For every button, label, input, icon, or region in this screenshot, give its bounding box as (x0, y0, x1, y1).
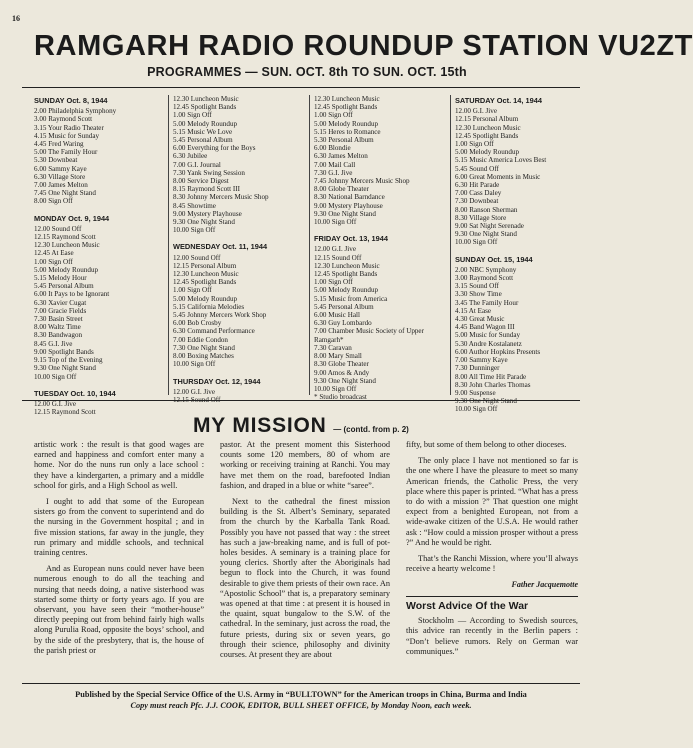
mission-paragraph: pastor. At the present moment this Sisterhood counts some 120 members, 80 of whom are working or receiving training at Ranchi. You may have met them on the road, barefooted Indian fashion, and draped in a blue or white “saree”. (220, 440, 390, 490)
programme-item: 8.30 Globe Theater (314, 360, 369, 369)
programme-item: 12.45 Spotlight Bands (314, 270, 378, 279)
programme-item: 7.30 Caravan (314, 343, 352, 352)
schedule-column-3 (314, 95, 446, 401)
programme-item: 4.45 Band Wagon III (455, 323, 515, 332)
programme-item: 1.00 Sign Off (173, 111, 212, 120)
programme-item: 5.45 Personal Album (34, 282, 94, 291)
programme-item: 12.45 Spotlight Bands (314, 103, 378, 112)
programme-item: 8.00 Boxing Matches (173, 352, 234, 361)
programme-item: 5.30 Downbeat (34, 156, 78, 165)
programme-item: 6.30 Xavier Cugat (34, 298, 87, 307)
mission-paragraph: Next to the cathedral the finest mission building is the St. Albert’s Seminary, separated from the church by the Karballa Tank Road. Possibly you have not passed that way : the street has such a jaw-breaking name, and is full of pot-holes besides. A seminary is a training place for young clerics. Shortly after the Aboriginals had begun to flock into the Church, it was found desirable to give them priests of their own race. An “Apostolic School” that is, a preparatory seminary was opened at that time : at present it is housed in the quaint, squat bungalow to the S.W. of the cathedral. In the seminary, just across the road, the future priests, during six or seven years, go through their science, philosophy and divinity courses. At present they are about (220, 497, 390, 660)
mission-paragraph: The only place I have not mentioned so far is the one where I have the pleasure to meet so many American friends, the Catholic Press, the very place where this paper is printed. “What has a press to do with a mission ?” That question one might expect from a benighted European, not from a wide-awake citizen of the U.S.A. He would rather ask : “How could a mission prosper without a press ?” And he would be right. (406, 456, 578, 547)
footer-rule (22, 683, 580, 684)
programme-item: 12.30 Luncheon Music (314, 261, 380, 270)
programme-item: 5.00 Melody Roundup (314, 119, 379, 128)
programme-item: 5.45 Johnny Mercers Work Shop (173, 311, 267, 320)
programme-item: 12.15 Personal Album (455, 115, 519, 124)
programme-item: 1.00 Sign Off (314, 278, 353, 287)
programme-item: 8.30 Johnny Mercers Music Shop (173, 193, 269, 202)
programme-item: 5.00 Melody Roundup (173, 119, 238, 128)
programme-item: 5.30 Personal Album (314, 136, 374, 145)
programme-item: 6.30 Command Performance (173, 327, 255, 336)
day-gap (34, 206, 162, 213)
programme-item: 6.30 Jubilee (173, 152, 208, 161)
day-heading: TUESDAY Oct. 10, 1944 (34, 388, 116, 398)
programme-item: 7.30 Downbeat (455, 197, 499, 206)
programme-item: 5.00 Music for Sunday (455, 331, 521, 340)
programme-item: 8.00 Sign Off (34, 197, 73, 206)
footer-publisher-line: Published by the Special Service Office of the U.S. Army in “BULLTOWN” for the American troops in China, Burma and India (75, 690, 527, 699)
programme-item: 6.00 Great Moments in Music (455, 172, 541, 181)
programme-item: 5.15 Music from America (314, 294, 388, 303)
programme-item: 1.00 Sign Off (34, 257, 73, 266)
programme-item: 6.30 James Melton (314, 152, 368, 161)
mission-continued-note: — (contd. from p. 2) (333, 425, 409, 434)
programme-item: 4.15 At Ease (455, 306, 492, 315)
programme-item: 8.00 Ranson Sherman (455, 205, 518, 214)
day-gap (455, 247, 579, 254)
schedule-column-1 (34, 95, 162, 416)
programme-item: 12.00 G.I. Jive (314, 245, 356, 254)
programme-item: 3.45 The Family Hour (455, 298, 519, 307)
programme-item: 9.30 One Night Stand (314, 376, 376, 385)
programme-item: 10.00 Sign Off (455, 405, 498, 414)
programme-item: 5.45 Personal Album (173, 136, 233, 145)
programme-item: 12.00 G.I. Jive (455, 107, 497, 116)
programme-item: 9.30 One Night Stand (34, 364, 96, 373)
programme-item: 9.30 One Night Stand (455, 230, 517, 239)
programme-item: 9.00 Mystery Playhouse (314, 201, 383, 210)
programme-item: 9.00 Sat Night Serenade (455, 222, 524, 231)
programme-item: 12.15 Personal Album (173, 261, 237, 270)
programme-item: 4.30 Great Music (455, 315, 505, 324)
programme-item: 6.00 Everything for the Boys (173, 144, 256, 153)
programme-item: 5.00 Melody Roundup (455, 148, 520, 157)
programme-item: 1.00 Sign Off (314, 111, 353, 120)
day-heading: MONDAY Oct. 9, 1944 (34, 213, 110, 223)
programme-item: 7.30 Basin Street (34, 315, 83, 324)
mission-column-3 (406, 440, 578, 663)
programme-item: 9.00 Amos & Andy (314, 368, 370, 377)
mission-paragraph: I ought to add that some of the European sisters go from the convent to superintend and do the nursing in the Government hospital ; and in five mission stations, far away in the jungle, they run primary and middle schools, and technical training centres. (34, 497, 204, 558)
programme-item: 1.00 Sign Off (455, 140, 494, 149)
programme-item: 8.45 Showtime (173, 201, 216, 210)
day-heading: THURSDAY Oct. 12, 1944 (173, 376, 261, 386)
programme-item: 7.00 Eddie Condon (173, 335, 228, 344)
mission-column-2 (220, 440, 390, 666)
programme-item: 3.00 Raymond Scott (34, 115, 93, 124)
programme-item: 9.30 One Night Stand (173, 218, 235, 227)
programme-item: 12.15 Sound Off (173, 395, 221, 404)
programme-item: 12.30 Luncheon Music (34, 241, 100, 250)
mission-paragraph: fifty, but some of them belong to other dioceses. (406, 440, 567, 449)
column-divider (168, 95, 169, 395)
programme-item: 10.00 Sign Off (34, 372, 77, 381)
programme-item: 7.00 Mail Call (314, 160, 356, 169)
footer-copy-deadline: Copy must reach Pfc. J.J. COOK, EDITOR, BULL SHEET OFFICE, by Monday Noon, each week. (130, 701, 472, 710)
programme-item: 12.45 Spotlight Bands (173, 278, 237, 287)
programme-item: 5.45 Sound Off (455, 164, 499, 173)
day-heading: SATURDAY Oct. 14, 1944 (455, 96, 542, 105)
programme-item: 5.00 Melody Roundup (34, 265, 99, 274)
day-heading: SUNDAY Oct. 15, 1944 (455, 254, 533, 264)
programme-item: 10.00 Sign Off (455, 238, 498, 247)
programme-item: 5.15 California Melodies (173, 302, 245, 311)
programme-item: 12.45 At Ease (34, 249, 74, 258)
column-divider (450, 95, 451, 395)
programme-item: 12.00 G.I. Jive (34, 399, 76, 408)
programme-item: 8.45 G.I. Jive (34, 339, 73, 348)
mission-column-1 (34, 440, 204, 662)
programme-item: 5.15 Heres to Romance (314, 127, 381, 136)
programme-item: 7.30 One Night Stand (173, 343, 235, 352)
programme-item: 7.45 One Night Stand (34, 189, 96, 198)
programme-item: 5.00 The Family Hour (34, 148, 98, 157)
programme-item: 8.00 Globe Theater (314, 185, 369, 194)
day-gap (34, 381, 162, 388)
programme-item: 5.15 Music America Loves Best (455, 156, 547, 165)
schedule-column-4 (455, 95, 579, 414)
programme-item: 6.00 Music Hall (314, 311, 360, 320)
page-number: 16 (12, 14, 20, 23)
programme-item: 10.00 Sign Off (173, 360, 216, 369)
programme-item: 3.15 Sound Off (455, 282, 499, 291)
programme-item: 12.30 Luncheon Music (314, 95, 380, 103)
programme-item: 4.15 Music for Sunday (34, 131, 100, 140)
masthead: RAMGARH RADIO ROUNDUP STATION VU2ZT (34, 30, 693, 62)
day-gap (173, 234, 305, 241)
day-heading: SUNDAY Oct. 8, 1944 (34, 96, 108, 105)
day-gap (314, 226, 446, 233)
programme-item: 6.30 Village Store (34, 172, 86, 181)
programme-item: 9.00 Suspense (455, 388, 496, 397)
programme-item: 7.00 Chamber Music Society of Upper Ramgarh* (314, 327, 424, 344)
day-gap (173, 369, 305, 376)
column-divider (309, 95, 310, 395)
programme-item: 7.00 Cass Daley (455, 189, 502, 198)
programme-dates: PROGRAMMES — SUN. OCT. 8th TO SUN. OCT. 15th (147, 65, 467, 79)
programme-item: 3.15 Your Radio Theater (34, 123, 104, 132)
mission-paragraph: That’s the Ranchi Mission, where you’ll always receive a hearty welcome ! (406, 554, 578, 574)
sidebar-body: Stockholm — According to Swedish sources, this advice ran recently in the Berlin papers : “Don’t believe rumors. Rely on German war communiques.” (406, 616, 578, 656)
programme-item: 9.00 Spotlight Bands (34, 347, 94, 356)
programme-item: 12.15 Sound Off (314, 253, 362, 262)
top-rule (22, 87, 580, 88)
programme-item: 6.30 Hit Parade (455, 181, 500, 190)
section-rule (22, 400, 580, 401)
programme-item: 12.45 Spotlight Bands (455, 131, 519, 140)
programme-item: 5.30 Andre Kostalanetz (455, 339, 522, 348)
programme-item: 6.00 Sammy Kaye (34, 164, 87, 173)
programme-item: 7.30 G.I. Jive (314, 168, 353, 177)
programme-item: 7.00 Sammy Kaye (455, 356, 508, 365)
programme-item: 6.00 Author Hopkins Presents (455, 347, 541, 356)
programme-item: 1.00 Sign Off (173, 286, 212, 295)
sidebar-title: Worst Advice Of the War (406, 596, 578, 613)
programme-item: 12.00 G.I. Jive (173, 387, 215, 396)
programme-item: 3.30 Show Time (455, 290, 502, 299)
programme-item: 8.30 Bandwagon (34, 331, 83, 340)
programme-item: 6.30 Guy Lombardo (314, 319, 372, 328)
programme-item: 2.00 NBC Symphony (455, 265, 517, 274)
programme-item: 8.30 John Charles Thomas (455, 380, 531, 389)
programme-item: 9.00 Mystery Playhouse (173, 209, 242, 218)
programme-item: 12.15 Raymond Scott (34, 233, 96, 242)
programme-item: 6.00 It Pays to be Ignorant (34, 290, 110, 299)
programme-item: 7.30 Yank Swing Session (173, 168, 245, 177)
programme-item: 9.30 One Night Stand (455, 397, 517, 406)
programme-item: 12.30 Luncheon Music (455, 123, 521, 132)
day-heading: WEDNESDAY Oct. 11, 1944 (173, 242, 268, 252)
footer (22, 689, 580, 711)
programme-item: 8.00 All Time Hit Parade (455, 372, 527, 381)
programme-item: 8.00 Waltz Time (34, 323, 81, 332)
mission-headline (193, 414, 409, 438)
programme-item: 12.30 Luncheon Music (173, 270, 239, 279)
programme-item: 5.15 Melody Hour (34, 274, 87, 283)
programme-item: 10.00 Sign Off (314, 218, 357, 227)
programme-item: 9.15 Top of the Evening (34, 356, 103, 365)
programme-item: 2.00 Philadelphia Symphony (34, 107, 117, 116)
programme-item: 5.45 Personal Album (314, 302, 374, 311)
programme-item: 8.00 Mary Small (314, 352, 362, 361)
mission-title: MY MISSION (193, 414, 327, 437)
programme-item: 12.45 Spotlight Bands (173, 103, 237, 112)
programme-item: * Studio broadcast (314, 393, 367, 402)
programme-item: 3.00 Raymond Scott (455, 274, 514, 283)
programme-item: 7.30 Dunninger (455, 364, 500, 373)
programme-item: 12.15 Raymond Scott (34, 408, 96, 417)
mission-paragraph: artistic work : the result is that good wages are earned and happiness and comfort enter many a home. Nor do the nuns run only a lace school : they have a kindergarten, a primary and a middle school for girls, and a High School as well. (34, 440, 204, 490)
programme-item: 12.00 Sound Off (173, 253, 221, 262)
programme-item: 12.00 Sound Off (34, 224, 82, 233)
day-heading: FRIDAY Oct. 13, 1944 (314, 234, 388, 244)
mission-paragraph: And as European nuns could never have been numerous enough to do all the teaching and nursing that needs doing, a native sisterhood was started some thirty or forty years ago. If you are observant, you have seen their “mother-house” directly peeping out from behind fairly high walls along Purulia Road, opposite the boys’ school, and by the side of the presbytery, that is, the house of the parish priest or (34, 564, 204, 655)
programme-item: 7.00 James Melton (34, 181, 88, 190)
programme-item: 9.30 One Night Stand (314, 209, 376, 218)
programme-item: 8.15 Raymond Scott III (173, 185, 240, 194)
programme-item: 6.00 Blondie (314, 144, 351, 153)
programme-item: 6.00 Bob Crosby (173, 319, 222, 328)
programme-item: 5.00 Melody Roundup (314, 286, 379, 295)
programme-item: 8.00 Service Digest (173, 177, 229, 186)
mission-signature: Father Jacquemotte (511, 580, 578, 590)
programme-item: 7.00 Gracie Fields (34, 306, 87, 315)
programme-item: 4.45 Fred Waring (34, 140, 84, 149)
programme-item: 12.30 Luncheon Music (173, 95, 239, 103)
programme-item: 7.45 Johnny Mercers Music Shop (314, 177, 410, 186)
programme-item: 5.15 Music We Love (173, 127, 233, 136)
programme-item: 8.30 National Barndance (314, 193, 385, 202)
programme-item: 5.00 Melody Roundup (173, 294, 238, 303)
schedule-column-2 (173, 95, 305, 404)
programme-item: 8.30 Village Store (455, 213, 507, 222)
programme-item: 10.00 Sign Off (314, 384, 357, 393)
programme-item: 10.00 Sign Off (173, 226, 216, 235)
programme-item: 7.00 G.I. Journal (173, 160, 221, 169)
